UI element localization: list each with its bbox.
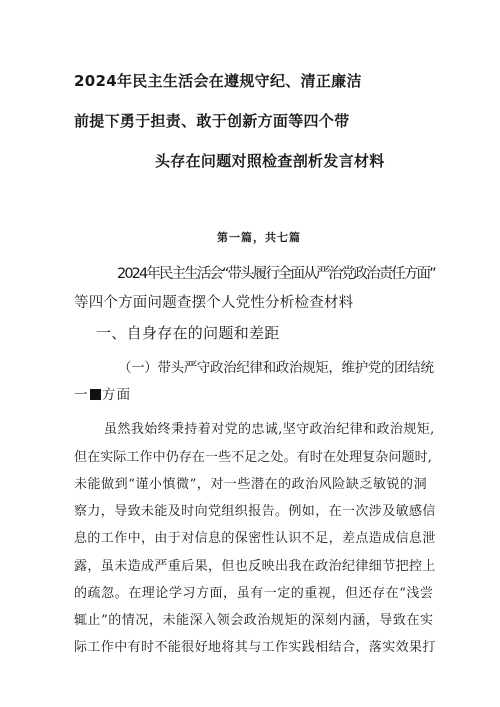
subsection-prefix: 一: [74, 387, 89, 403]
body-line: 际工作中有时不能很好地将其与工作实践相结合，落实效果打: [74, 640, 436, 655]
part-label: 第一篇，共七篇: [217, 231, 301, 244]
subsection-heading-line-2: [74, 383, 131, 403]
body-line: 未能做到“谨小慎微”，对一些潜在的政治风险缺乏敏锐的洞: [74, 477, 428, 492]
title-line-3: 头存在问题对照检查剖析发言材料: [155, 152, 385, 170]
body-line: 辄止”的情况，未能深入领会政治规矩的深刻内涵，导致在实: [74, 613, 434, 628]
title-line-2: 前提下勇于担责、敢于创新方面等四个带: [74, 112, 350, 130]
body-line: 息的工作中，由于对信息的保密性认识不足，差点造成信息泄: [74, 531, 436, 546]
body-line: 露，虽未造成严重后果，但也反映出我在政治纪律细节把控上: [74, 559, 436, 574]
title-line-1: 2024年民主生活会在遵规守纪、清正廉洁: [74, 72, 362, 90]
section-heading: 一、自身存在的问题和差距: [96, 324, 280, 342]
square-glyph-icon: [90, 389, 101, 400]
subsection-suffix: 方面: [101, 387, 132, 403]
body-line: 虽然我始终秉持着对党的忠诚,坚守政治纪律和政治规矩,: [104, 422, 435, 437]
body-line: 但在实际工作中仍存在一些不足之处。有时在处理复杂问题时,: [74, 450, 432, 465]
subtitle-line-2: 等四个方面问题查摆个人党性分析检查材料: [74, 295, 354, 311]
body-line: 察力，导致未能及时向党组织报告。例如，在一次涉及敏感信: [74, 504, 436, 519]
body-line: 的疏忽。在理论学习方面，虽有一定的重视，但还存在“浅尝: [74, 586, 434, 601]
subsection-heading-line-1: （一）带头严守政治纪律和政治规矩，维护党的团结统: [118, 360, 434, 376]
subtitle-line-1: 2024年民主生活会“带头履行全面从严治党政治责任方面”: [117, 266, 435, 282]
